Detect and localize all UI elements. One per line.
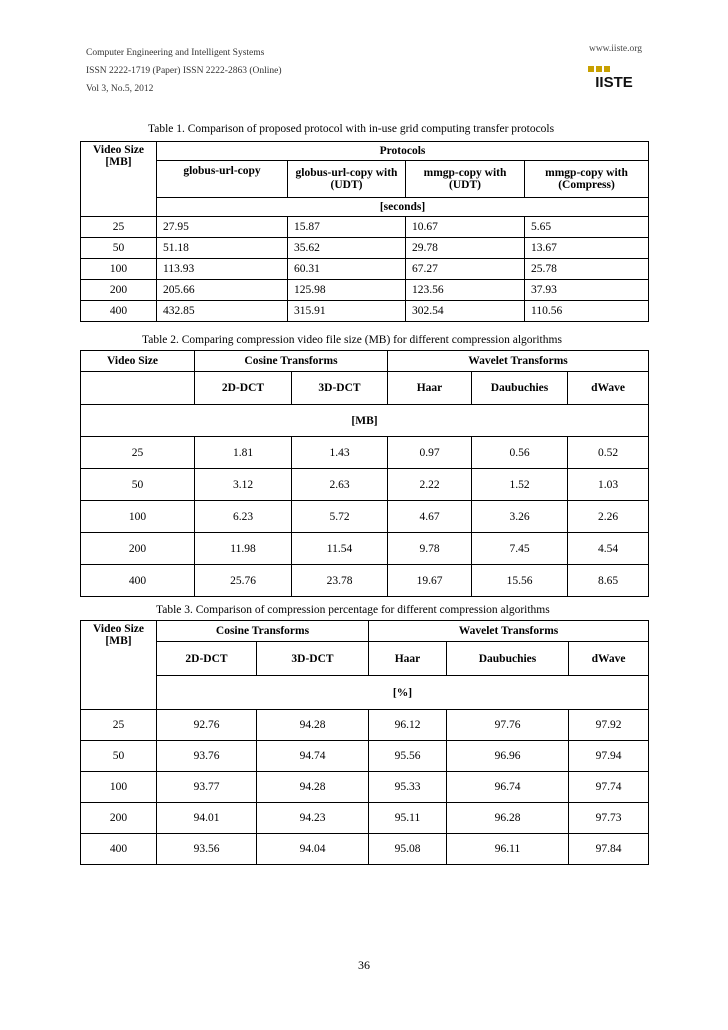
table3-size-cell: 50 [81,741,157,772]
table3-size-cell: 200 [81,803,157,834]
table3-row-header: Video Size [MB] [81,621,157,710]
table-row [81,834,649,865]
table1-cell: 37.93 [525,280,649,301]
table1-cell: 205.66 [157,280,288,301]
table2-cell: 1.03 [568,469,649,501]
table1-cell: 25.78 [525,259,649,280]
table2-row-header: Video Size [81,351,195,372]
table2-cell: 2.22 [388,469,472,501]
volume-line: Vol 3, No.5, 2012 [86,84,154,94]
table1-col-header: mmgp-copy with (UDT) [406,161,525,198]
table3-cell: 96.28 [447,803,569,834]
table3-unit: [%] [157,676,649,710]
table2-unit: [MB] [81,405,649,437]
table2-col-header: 2D-DCT [195,372,292,405]
table1 [80,141,649,322]
table2-caption: Table 2. Comparing compression video file size (MB) for different compression algorithms [142,334,562,346]
table2-size-cell: 400 [81,565,195,597]
table3-cell: 94.01 [157,803,257,834]
table1-size-cell: 25 [81,217,157,238]
table2-col-header: 3D-DCT [292,372,388,405]
table1-col-header: globus-url-copy [157,161,288,198]
table-row [81,217,649,238]
table3-cell: 96.74 [447,772,569,803]
table1-cell: 123.56 [406,280,525,301]
table3-cell: 95.08 [369,834,447,865]
table-row [81,280,649,301]
table1-cell: 51.18 [157,238,288,259]
table-row [81,501,649,533]
table3-cell: 93.56 [157,834,257,865]
table1-col-header: mmgp-copy with (Compress) [525,161,649,198]
table2-cell: 4.67 [388,501,472,533]
table3-col-header: Daubuchies [447,642,569,676]
table3-group-wavelet: Wavelet Transforms [369,621,649,642]
table2-cell: 6.23 [195,501,292,533]
table3-cell: 95.56 [369,741,447,772]
table3-col-header: 3D-DCT [257,642,369,676]
table-row [81,772,649,803]
table1-cell: 125.98 [288,280,406,301]
table1-row-header: Video Size [MB] [81,142,157,217]
table3-cell: 94.28 [257,772,369,803]
table2-size-cell: 25 [81,437,195,469]
table3-size-cell: 25 [81,710,157,741]
table3-cell: 96.96 [447,741,569,772]
table1-cell: 302.54 [406,301,525,322]
table2-cell: 3.12 [195,469,292,501]
table1-cell: 60.31 [288,259,406,280]
journal-name: Computer Engineering and Intelligent Systems [86,48,265,58]
table2-cell: 25.76 [195,565,292,597]
table2-cell: 15.56 [472,565,568,597]
table2-cell: 0.56 [472,437,568,469]
table1-cell: 35.62 [288,238,406,259]
table-row [81,565,649,597]
table2-cell: 9.78 [388,533,472,565]
table2-cell: 23.78 [292,565,388,597]
table1-cell: 110.56 [525,301,649,322]
table1-size-cell: 50 [81,238,157,259]
table1-caption: Table 1. Comparison of proposed protocol with in-use grid computing transfer protocols [148,123,555,135]
table2-cell: 3.26 [472,501,568,533]
table1-size-cell: 100 [81,259,157,280]
table3-cell: 97.92 [569,710,649,741]
table1-cell: 113.93 [157,259,288,280]
logo-text: IISTE [595,74,633,90]
table2-cell: 1.81 [195,437,292,469]
table3-caption: Table 3. Comparison of compression percentage for different compression algorithms [156,604,550,616]
table3-size-cell: 100 [81,772,157,803]
table-row [81,710,649,741]
table-row [81,741,649,772]
issn-line: ISSN 2222-1719 (Paper) ISSN 2222-2863 (Online) [86,66,282,76]
table3-cell: 97.94 [569,741,649,772]
table3-cell: 97.84 [569,834,649,865]
table2-cell: 11.98 [195,533,292,565]
table2-cell: 1.43 [292,437,388,469]
table3-cell: 97.76 [447,710,569,741]
table3-size-cell: 400 [81,834,157,865]
table1-cell: 432.85 [157,301,288,322]
page-number: 36 [358,958,370,972]
table2-cell: 2.26 [568,501,649,533]
table2-cell: 0.52 [568,437,649,469]
table2-col-header: Haar [388,372,472,405]
table1-col-header: globus-url-copy with (UDT) [288,161,406,198]
table1-cell: 67.27 [406,259,525,280]
table-row [81,301,649,322]
table-row [81,259,649,280]
table1-size-cell: 200 [81,280,157,301]
table1-cell: 29.78 [406,238,525,259]
table-row [81,437,649,469]
table2-cell: 7.45 [472,533,568,565]
table2-empty-header [81,372,195,405]
table2-size-cell: 50 [81,469,195,501]
table-row [81,469,649,501]
table2-col-header: dWave [568,372,649,405]
table3-cell: 97.73 [569,803,649,834]
table3-cell: 95.11 [369,803,447,834]
table3-col-header: dWave [569,642,649,676]
table2-cell: 19.67 [388,565,472,597]
table3-cell: 97.74 [569,772,649,803]
table3-cell: 94.23 [257,803,369,834]
table2-size-cell: 100 [81,501,195,533]
table2-cell: 0.97 [388,437,472,469]
table1-cell: 13.67 [525,238,649,259]
table2-col-header: Daubuchies [472,372,568,405]
table3-cell: 93.77 [157,772,257,803]
table1-unit: [seconds] [157,198,649,217]
table1-cell: 15.87 [288,217,406,238]
table3-cell: 94.04 [257,834,369,865]
table2-size-cell: 200 [81,533,195,565]
table1-cell: 27.95 [157,217,288,238]
table2-group-wavelet: Wavelet Transforms [388,351,649,372]
table3-col-header: Haar [369,642,447,676]
table3-cell: 95.33 [369,772,447,803]
table3-cell: 93.76 [157,741,257,772]
table3-cell: 92.76 [157,710,257,741]
table2 [80,350,649,597]
table1-size-cell: 400 [81,301,157,322]
iiste-logo [586,64,642,90]
table2-cell: 2.63 [292,469,388,501]
table3-cell: 94.74 [257,741,369,772]
table1-cell: 315.91 [288,301,406,322]
table3-group-cosine: Cosine Transforms [157,621,369,642]
table1-cell: 10.67 [406,217,525,238]
table2-cell: 11.54 [292,533,388,565]
table3-cell: 96.11 [447,834,569,865]
table1-cell: 5.65 [525,217,649,238]
table1-group-header: Protocols [157,142,649,161]
running-header [86,44,642,98]
table3-col-header: 2D-DCT [157,642,257,676]
table2-cell: 8.65 [568,565,649,597]
table3 [80,620,649,865]
table2-group-cosine: Cosine Transforms [195,351,388,372]
table2-cell: 1.52 [472,469,568,501]
website-link[interactable]: www.iiste.org [588,44,642,54]
table-row [81,238,649,259]
table2-cell: 5.72 [292,501,388,533]
table-row [81,533,649,565]
table3-cell: 96.12 [369,710,447,741]
table2-cell: 4.54 [568,533,649,565]
table3-cell: 94.28 [257,710,369,741]
table-row [81,803,649,834]
